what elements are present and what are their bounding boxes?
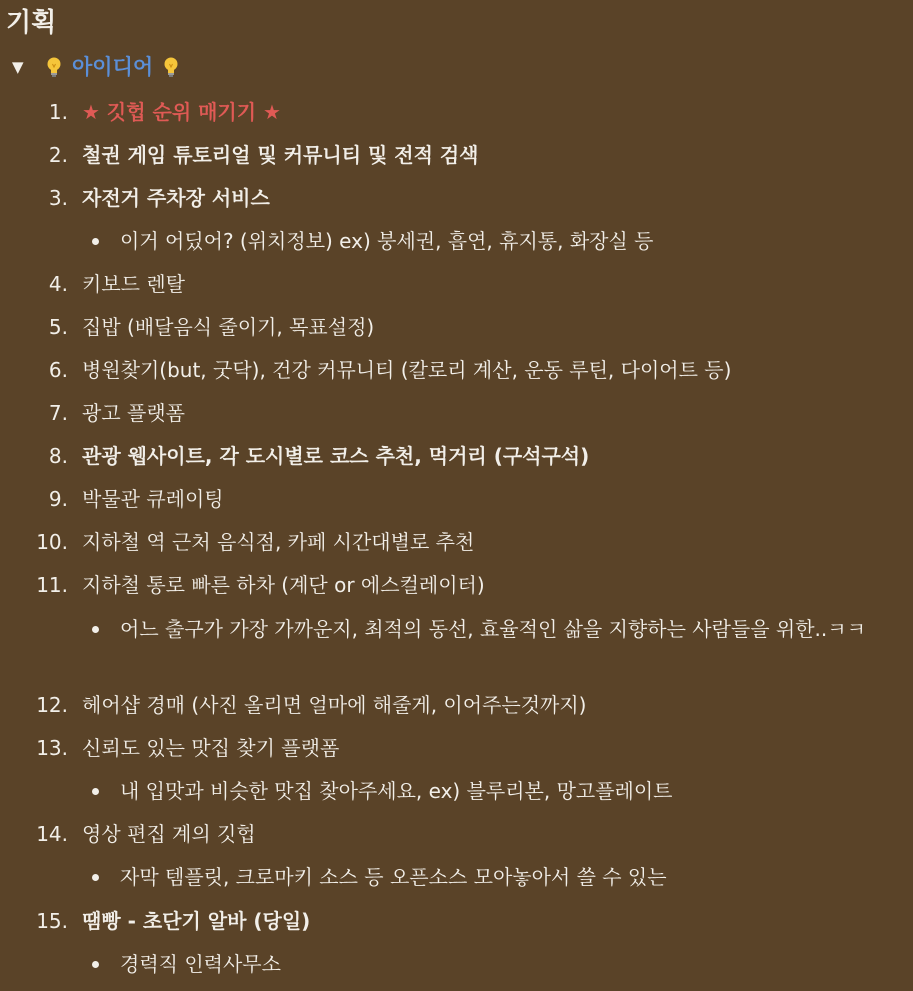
list-text: 자전거 주차장 서비스 — [82, 186, 270, 210]
list-number: 11. — [36, 573, 68, 597]
list-number: 14. — [36, 822, 68, 846]
page-title: 기획 — [6, 8, 57, 38]
toggle-title: 아이디어 — [72, 55, 154, 79]
list-number: 3. — [48, 186, 68, 210]
list-number: 4. — [48, 272, 68, 296]
list-text: 신뢰도 있는 맛집 찾기 플랫폼 — [82, 736, 340, 760]
bullet-text: 내 입맛과 비슷한 맛집 찾아주세요, ex) 블루리본, 망고플레이트 — [120, 779, 673, 803]
list-text: ★ 깃헙 순위 매기기 ★ — [82, 100, 281, 124]
bullet-text: 자막 템플릿, 크로마키 소스 등 오픈소스 모아놓아서 쓸 수 있는 — [120, 865, 667, 889]
list-number: 6. — [48, 358, 68, 382]
bullet-dot-icon — [92, 788, 99, 795]
toggle-arrow-icon[interactable]: ▼ — [12, 58, 24, 76]
list-text: 영상 편집 계의 깃헙 — [82, 822, 256, 846]
list-number: 1. — [48, 100, 68, 124]
list-number: 12. — [36, 693, 68, 717]
bullet-dot-icon — [92, 961, 99, 968]
list-text: 박물관 큐레이팅 — [82, 487, 224, 511]
lightbulb-icon — [46, 56, 62, 78]
bullet-text: 경력직 인력사무소 — [120, 952, 281, 976]
list-text: 집밥 (배달음식 줄이기, 목표설정) — [82, 315, 375, 339]
list-text: 철권 게임 튜토리얼 및 커뮤니티 및 전적 검색 — [82, 143, 479, 167]
bullet-dot-icon — [92, 238, 99, 245]
list-text: 병원찾기(but, 굿닥), 건강 커뮤니티 (칼로리 계산, 운동 루틴, 다이어트 등) — [82, 358, 732, 382]
list-text: 지하철 통로 빠른 하차 (계단 or 에스컬레이터) — [82, 573, 485, 597]
bullet-dot-icon — [92, 874, 99, 881]
list-text: 헤어샵 경매 (사진 올리면 얼마에 해줄게, 이어주는것까지) — [82, 693, 587, 717]
list-text: 광고 플랫폼 — [82, 401, 185, 425]
bullet-dot-icon — [92, 626, 99, 633]
bullet-text: 이거 어딨어? (위치정보) ex) 붕세권, 흡연, 휴지통, 화장실 등 — [120, 229, 654, 253]
list-number: 8. — [48, 444, 68, 468]
list-number: 10. — [36, 530, 68, 554]
list-number: 15. — [36, 909, 68, 933]
list-number: 2. — [48, 143, 68, 167]
list-number: 13. — [36, 736, 68, 760]
list-text: 지하철 역 근처 음식점, 카페 시간대별로 추천 — [82, 530, 475, 554]
lightbulb-icon — [163, 56, 179, 78]
list-number: 5. — [48, 315, 68, 339]
toggle-block-header[interactable] — [12, 52, 179, 82]
list-number: 9. — [48, 487, 68, 511]
list-text: 키보드 렌탈 — [82, 272, 185, 296]
list-text: 관광 웹사이트, 각 도시별로 코스 추천, 먹거리 (구석구석) — [82, 444, 590, 468]
bullet-text: 어느 출구가 가장 가까운지, 최적의 동선, 효율적인 삶을 지향하는 사람들을 위한..ㅋㅋ — [120, 617, 866, 641]
list-number: 7. — [48, 401, 68, 425]
list-text: 땜빵 - 초단기 알바 (당일) — [82, 909, 311, 933]
